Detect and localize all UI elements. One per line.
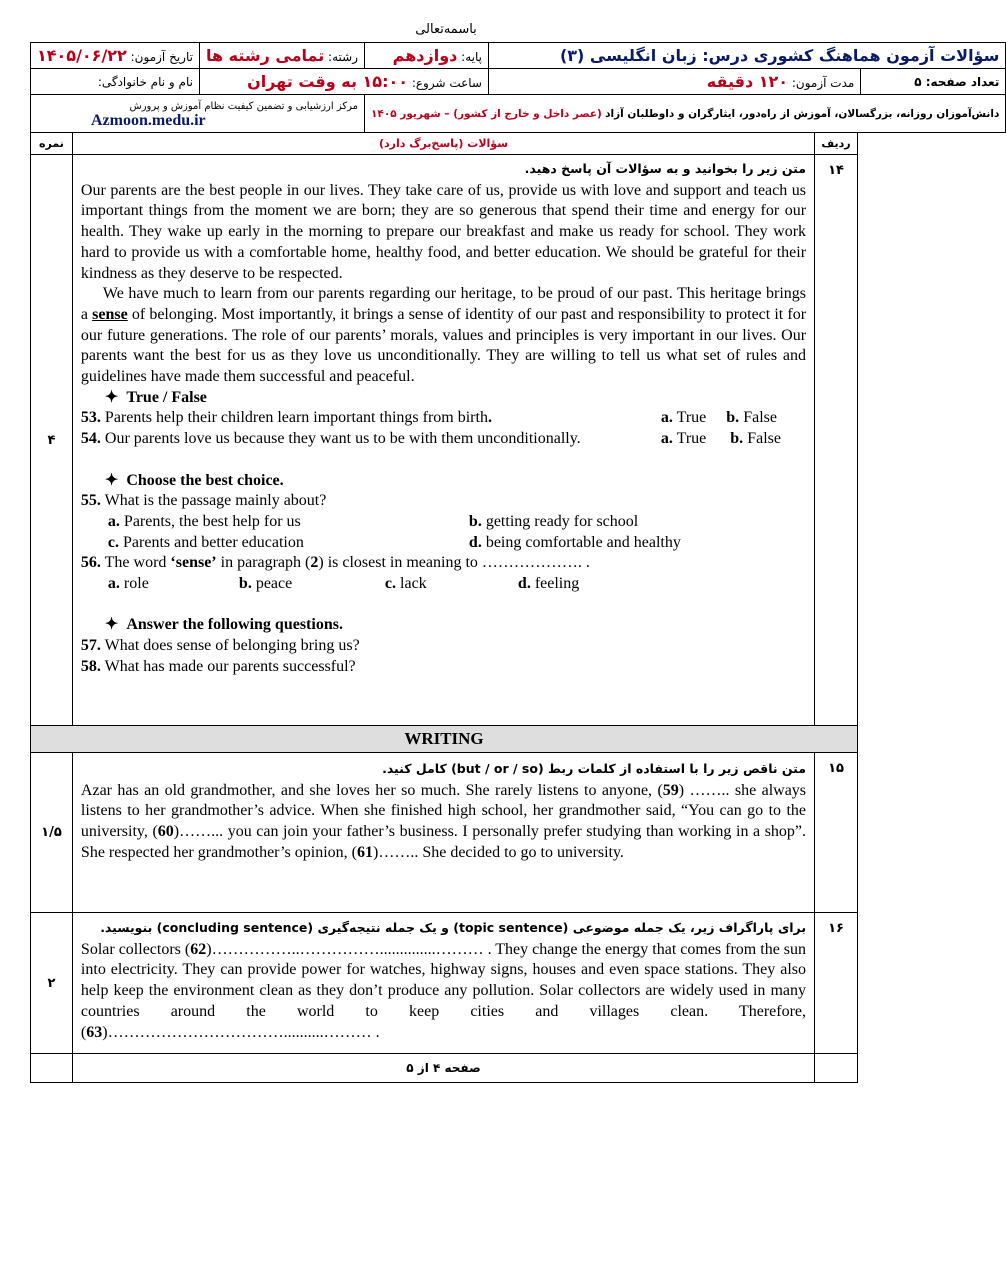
choice-section-title: ✦ Choose the best choice. [104,471,284,489]
date-label: تاریخ آزمون: [130,50,193,64]
q56-options: a. role b. peace c. lack d. feeling [107,575,580,593]
writing-section-title: WRITING [31,726,858,753]
grade-cell [365,43,489,69]
four-point-star-icon: ✦ [104,616,119,634]
footer-left-cell [31,1054,73,1083]
q15-content [72,753,814,913]
audience-red: (عصر داخل و خارج از کشور) – شهریور ۱۴۰۵ [371,107,602,120]
name-label: نام و نام خانوادگی: [97,74,193,89]
underlined-word-sense: sense [92,305,128,323]
duration-value: ۱۲۰ دقیقه [706,72,789,91]
q14-number: ۱۴ [815,155,858,726]
tf-section-title: ✦ True / False [104,388,207,406]
row-column-label: ردیف [815,133,858,155]
start-label: ساعت شروع: [411,76,482,90]
field-cell [199,43,364,69]
page-header-blessing: باسمه‌تعالی [415,22,477,37]
question-16-row [31,913,858,1054]
questions-column-label: سؤالات (پاسخ‌برگ دارد) [72,133,814,155]
q16-content [72,913,814,1054]
questions-table [30,132,858,1083]
start-value: ۱۵:۰۰ به وقت تهران [247,72,408,91]
exam-header-table [30,42,1006,133]
q16-paragraph: Solar collectors (62)……………..……………..............……… . They change the energy that comes from the sun into electricity. They can provide power for watches, highway signs, houses and even space stations. They also help keep the environment clean as they don’t produce any pollution. Solar collectors are widely used in many countries around the world to keep cities and villages clean. Therefore, (63)……………………………..........……… . [80,940,807,1041]
q14-score: ۴ [31,155,73,726]
start-cell [199,69,488,95]
field-value: تمامی رشته ها [205,46,325,65]
q15-score: ۱/۵ [31,753,73,913]
pages-cell [861,69,1006,95]
question-58: 58. What has made our parents successful? [80,657,356,675]
duration-cell [488,69,860,95]
name-cell [31,69,200,95]
duration-label: مدت آزمون: [791,76,855,90]
pages-label: تعداد صفحه: ۵ [914,74,1000,89]
q14-paragraph-2: We have much to learn from our parents regarding our heritage, to be proud of our past. This heritage brings a sense of belonging. Most importantly, it brings a sense of identity of our past and responsibility to protect it for our future generations. The role of our parents’ morals, values and principles is very important in our lives. Our parents want the best for us as they love us unconditionally. They are willing to tell us what set of rules and guidelines have made them successful and peaceful. [80,285,807,386]
question-56: 56. The word ‘sense’ in paragraph (2) is closest in meaning to ………………. . [80,554,590,572]
q14-instruction: متن زیر را بخوانید و به سؤالات آن پاسخ دهید. [524,161,807,176]
question-14-row [31,155,858,726]
date-value: ۱۴۰۵/۰۶/۲۲ [37,46,127,65]
score-column-label: نمره [31,133,73,155]
q14-content [72,155,814,726]
four-point-star-icon: ✦ [104,471,119,489]
answer-section-title: ✦ Answer the following questions. [104,616,343,634]
grade-label: پایه: [461,50,482,64]
four-point-star-icon: ✦ [104,388,119,406]
q55-options-ab: a. Parents, the best help for us b. getting ready for school [107,512,639,530]
exam-title: سؤالات آزمون هماهنگ کشوری درس: زبان انگلیسی (۳) [559,46,1000,65]
question-15-row [31,753,858,913]
date-cell [31,43,200,69]
grade-value: دوازدهم [392,46,458,65]
q14-paragraph-1: Our parents are the best people in our lives. They take care of us, provide us with love and support and teach us important things from the moment we are born; they are so generous that spend their time and energy for our health. They wake up early in the morning to prepare our breakfast and make us ready for school. They work hard to provide us with a comfortable home, healthy food, and better education. We should be grateful for their kindness as they deserve to be respected. [80,181,807,282]
question-54: 54. Our parents love us because they want us to be with them unconditionally. a. True b. False [81,429,806,450]
q53-options: a. True b. False [660,409,777,427]
website: Azmoon.medu.ir [91,111,206,129]
q16-instruction: برای پاراگراف زیر، یک جمله موضوعی (topic sentence) و یک جمله نتیجه‌گیری (concluding sentence) بنویسید. [100,920,807,935]
q15-number: ۱۵ [815,753,858,913]
question-57: 57. What does sense of belonging bring us? [80,637,360,655]
footer-right-cell [815,1054,858,1083]
q16-number: ۱۶ [815,913,858,1054]
page-number: صفحه ۴ از ۵ [72,1054,814,1083]
exam-title-cell [488,43,1005,69]
audience-text: دانش‌آموزان روزانه، بزرگسالان، آموزش از راه‌دور، ایثارگران و داوطلبان آزاد [605,107,1000,120]
q16-score: ۲ [31,913,73,1054]
org-name: مرکز ارزشیابی و تضمین کیفیت نظام آموزش و پرورش [129,100,358,112]
q54-options: a. True b. False [660,430,781,448]
q15-instruction: متن ناقص زیر را با استفاده از کلمات ربط (but / or / so) کامل کنید. [382,761,807,776]
field-label: رشته: [328,50,358,64]
q55-options-cd: c. Parents and better education d. being comfortable and healthy [107,533,681,551]
question-53: 53. Parents help their children learn important things from birth. a. True b. False [81,408,806,429]
org-cell [31,95,365,133]
question-55: 55. What is the passage mainly about? [80,492,327,510]
audience-cell [365,95,1006,133]
q15-paragraph: Azar has an old grandmother, and she loves her so much. She rarely listens to anyone, (59) …….. she always listens to her grandmother’s advice. When she finished high school, her grandmother said, “You can go to the university, (60)……... you can join your father’s business. I personally prefer studying than working in a shop”. She respected her grandmother’s opinion, (61)…….. She decided to go to university. [80,781,807,861]
